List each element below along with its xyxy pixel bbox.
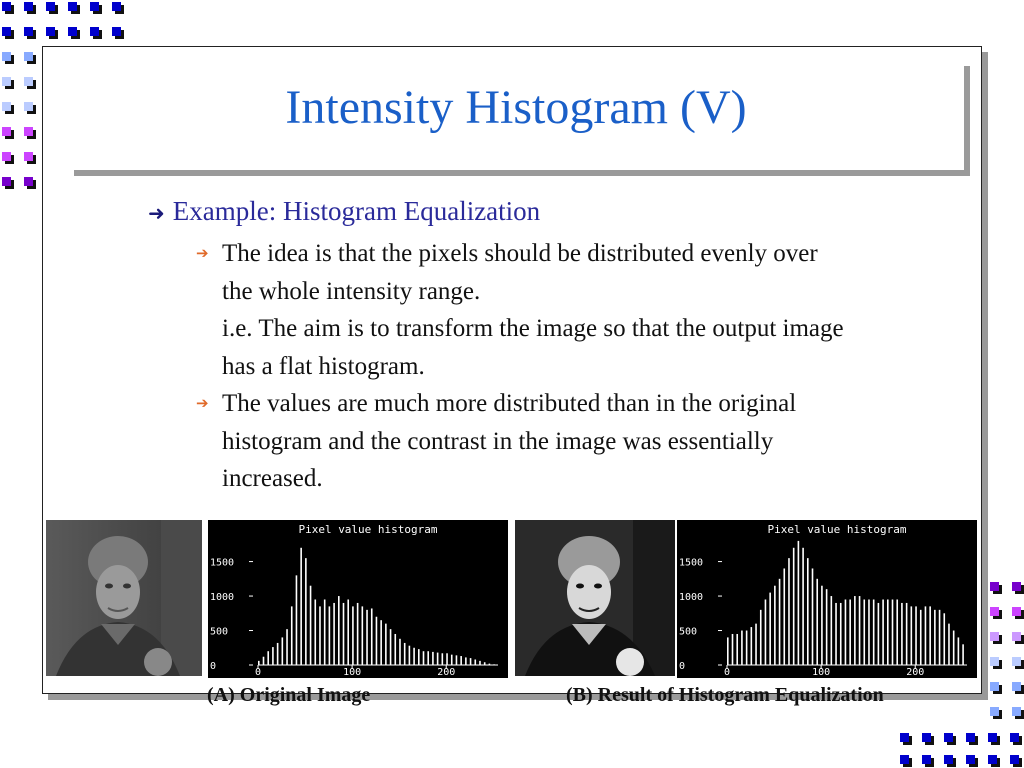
histogram-bar: [394, 634, 396, 665]
histogram-bar: [432, 652, 434, 665]
decorative-square: [24, 52, 33, 61]
histogram-bar: [376, 617, 378, 665]
decorative-square: [990, 682, 999, 691]
histogram-bar: [878, 603, 880, 665]
histogram-bar: [286, 629, 288, 665]
histogram-equalized: [677, 520, 977, 678]
title-box: [68, 60, 964, 170]
x-tick-label: 0: [723, 667, 731, 678]
sub-bullet-2-line-2: histogram and the contrast in the image was essentially: [222, 427, 774, 455]
decorative-square: [1012, 657, 1021, 666]
histogram-bar: [896, 600, 898, 666]
histogram-bar: [845, 600, 847, 666]
decorative-square: [24, 152, 33, 161]
equalized-photo: [515, 520, 675, 676]
histogram-bar: [958, 637, 960, 665]
histogram-bar: [460, 656, 462, 665]
decorative-square: [966, 755, 975, 764]
histogram-bar: [366, 610, 368, 665]
y-tick-label: 1000: [210, 592, 235, 604]
decorative-square: [112, 27, 121, 36]
histogram-equalized-svg: [677, 520, 977, 678]
decorative-square: [2, 77, 11, 86]
histogram-bar: [338, 596, 340, 665]
histogram-original-svg: [208, 520, 508, 678]
y-tick-label: 0: [679, 661, 686, 672]
histogram-bar: [769, 593, 771, 665]
histogram-bar: [493, 664, 495, 665]
histogram-bar: [816, 579, 818, 665]
histogram-bar: [798, 541, 800, 665]
caption-equalized: (B) Result of Histogram Equalization: [566, 684, 884, 706]
histogram-bar: [925, 606, 927, 665]
decorative-square: [944, 755, 953, 764]
decorative-square: [2, 2, 11, 11]
histogram-bar: [826, 589, 828, 665]
decorative-square: [1010, 755, 1019, 764]
y-tick-label: 500: [679, 626, 698, 638]
y-tick-label: 500: [210, 626, 229, 638]
decorative-square: [24, 2, 33, 11]
decorative-square: [988, 755, 997, 764]
main-bullet: [148, 196, 540, 227]
decorative-square: [46, 2, 55, 11]
histogram-bar: [812, 568, 814, 665]
histogram-bar: [282, 637, 284, 665]
histogram-bar: [939, 610, 941, 665]
decorative-square: [2, 177, 11, 186]
decorative-square: [46, 27, 55, 36]
histogram-bar: [760, 610, 762, 665]
histogram-bar: [319, 606, 321, 665]
histogram-bar: [854, 596, 856, 665]
histogram-bar: [892, 600, 894, 666]
decorative-square: [90, 2, 99, 11]
y-tick-label: 0: [210, 661, 217, 672]
histogram-bar: [314, 600, 316, 666]
histogram-bar: [427, 651, 429, 665]
histogram-bar: [840, 603, 842, 665]
histogram-bar: [929, 606, 931, 665]
histogram-bar: [783, 568, 785, 665]
histogram-bar: [727, 637, 729, 665]
decorative-square: [990, 607, 999, 616]
histogram-bar: [390, 629, 392, 665]
decorative-square: [90, 27, 99, 36]
histogram-title: Pixel value histogram: [767, 523, 907, 536]
histogram-bar: [305, 558, 307, 665]
slide-title: Intensity Histogram (V): [285, 81, 747, 134]
histogram-bar: [774, 586, 776, 665]
decorative-square: [1010, 733, 1019, 742]
histogram-bar: [943, 613, 945, 665]
decorative-square: [2, 127, 11, 136]
histogram-bar: [437, 653, 439, 665]
histogram-bar: [948, 624, 950, 665]
decorative-square: [2, 27, 11, 36]
y-tick-label: 1000: [679, 592, 704, 604]
sub-bullet-arrow-icon: ➔: [196, 394, 209, 412]
histogram-bar: [751, 627, 753, 665]
histogram-bar: [953, 631, 955, 665]
histogram-bar: [793, 548, 795, 665]
histogram-bar: [371, 608, 373, 665]
histogram-bar: [385, 624, 387, 665]
x-tick-label: 100: [343, 667, 362, 678]
histogram-bar: [489, 664, 491, 665]
histogram-bar: [934, 610, 936, 665]
decorative-square: [966, 733, 975, 742]
histogram-bar: [272, 647, 274, 665]
sub-bullet-1: [196, 235, 936, 385]
bullet-arrow-icon: ➜: [148, 201, 165, 225]
histogram-bar: [755, 624, 757, 665]
y-tick-label: 1500: [679, 557, 704, 569]
original-photo: [46, 520, 202, 676]
histogram-bar: [746, 631, 748, 665]
decorative-square: [1012, 582, 1021, 591]
histogram-bar: [474, 659, 476, 665]
histogram-bar: [456, 655, 458, 665]
histogram-bar: [347, 600, 349, 666]
histogram-bar: [362, 606, 364, 665]
histogram-bar: [404, 643, 406, 665]
histogram-bar: [380, 620, 382, 665]
histogram-bar: [442, 653, 444, 665]
decorative-square: [944, 733, 953, 742]
decorative-square: [2, 152, 11, 161]
x-tick-label: 0: [254, 667, 262, 678]
decorative-square: [1012, 707, 1021, 716]
histogram-title: Pixel value histogram: [298, 523, 438, 536]
histogram-bar: [267, 651, 269, 665]
sub-bullet-arrow-icon: ➔: [196, 244, 209, 262]
histogram-bar: [859, 596, 861, 665]
histogram-bar: [413, 648, 415, 665]
x-tick-label: 100: [812, 667, 831, 678]
decorative-square: [24, 102, 33, 111]
histogram-bar: [465, 657, 467, 665]
histogram-bar: [399, 639, 401, 665]
histogram-bar: [915, 606, 917, 665]
sub-bullet-2-line-3: increased.: [222, 465, 323, 492]
sub-bullet-1-line-1: The idea is that the pixels should be distributed evenly over: [222, 240, 818, 267]
histogram-bar: [882, 600, 884, 666]
decorative-square: [24, 127, 33, 136]
histogram-bar: [736, 634, 738, 665]
decorative-square: [1012, 682, 1021, 691]
histogram-bar: [470, 658, 472, 665]
histogram-bar: [300, 548, 302, 665]
histogram-bar: [788, 558, 790, 665]
decorative-square: [988, 733, 997, 742]
decorative-square: [112, 2, 121, 11]
decorative-square: [922, 755, 931, 764]
histogram-bar: [821, 586, 823, 665]
decorative-square: [900, 733, 909, 742]
histogram-bar: [310, 586, 312, 665]
decorative-square: [900, 755, 909, 764]
x-tick-label: 200: [906, 667, 925, 678]
main-bullet-text: Example: Histogram Equalization: [172, 196, 541, 226]
histogram-bar: [906, 603, 908, 665]
histogram-original: [208, 520, 508, 678]
histogram-bar: [324, 600, 326, 666]
sub-bullet-2-line-1: The values are much more distributed than in the original: [222, 390, 797, 417]
histogram-bar: [920, 610, 922, 665]
histogram-bar: [765, 600, 767, 666]
histogram-bar: [418, 649, 420, 665]
histogram-bar: [423, 651, 425, 665]
histogram-bar: [352, 606, 354, 665]
decorative-square: [990, 582, 999, 591]
histogram-bar: [741, 631, 743, 665]
histogram-bar: [835, 603, 837, 665]
decorative-square: [922, 733, 931, 742]
decorative-square: [990, 707, 999, 716]
histogram-bar: [333, 603, 335, 665]
decorative-square: [1012, 607, 1021, 616]
histogram-bar: [451, 655, 453, 665]
decorative-square: [2, 52, 11, 61]
decorative-square: [1012, 632, 1021, 641]
histogram-bar: [446, 653, 448, 665]
histogram-bar: [343, 603, 345, 665]
histogram-bar: [329, 606, 331, 665]
histogram-bar: [807, 558, 809, 665]
histogram-bar: [873, 600, 875, 666]
sub-bullet-2: [196, 385, 936, 498]
sub-bullet-1-continuation-1: i.e. The aim is to transform the image so that the output image: [222, 315, 844, 342]
histogram-bar: [732, 634, 734, 665]
y-tick-label: 1500: [210, 557, 235, 569]
decorative-square: [2, 102, 11, 111]
histogram-bar: [962, 644, 964, 665]
decorative-square: [24, 27, 33, 36]
decorative-square: [68, 27, 77, 36]
histogram-bar: [868, 600, 870, 666]
histogram-bar: [357, 603, 359, 665]
decorative-square: [68, 2, 77, 11]
decorative-square: [24, 177, 33, 186]
histogram-bar: [277, 643, 279, 665]
decorative-square: [990, 657, 999, 666]
histogram-bar: [409, 646, 411, 665]
histogram-bar: [849, 600, 851, 666]
sub-bullet-1-continuation-2: has a flat histogram.: [222, 352, 425, 380]
decorative-square: [990, 632, 999, 641]
histogram-bar: [911, 606, 913, 665]
caption-original: (A) Original Image: [207, 684, 371, 706]
histogram-bar: [863, 600, 865, 666]
histogram-bar: [887, 600, 889, 666]
histogram-bar: [901, 603, 903, 665]
sub-bullet-1-line-2: the whole intensity range.: [222, 277, 481, 305]
histogram-bar: [802, 548, 804, 665]
histogram-bar: [291, 606, 293, 665]
histogram-bar: [779, 579, 781, 665]
histogram-bar: [263, 657, 265, 665]
decorative-square: [24, 77, 33, 86]
histogram-bar: [831, 596, 833, 665]
histogram-bar: [258, 661, 260, 665]
histogram-bar: [484, 662, 486, 665]
histogram-bar: [479, 661, 481, 665]
histogram-bar: [296, 575, 298, 665]
x-tick-label: 200: [437, 667, 456, 678]
